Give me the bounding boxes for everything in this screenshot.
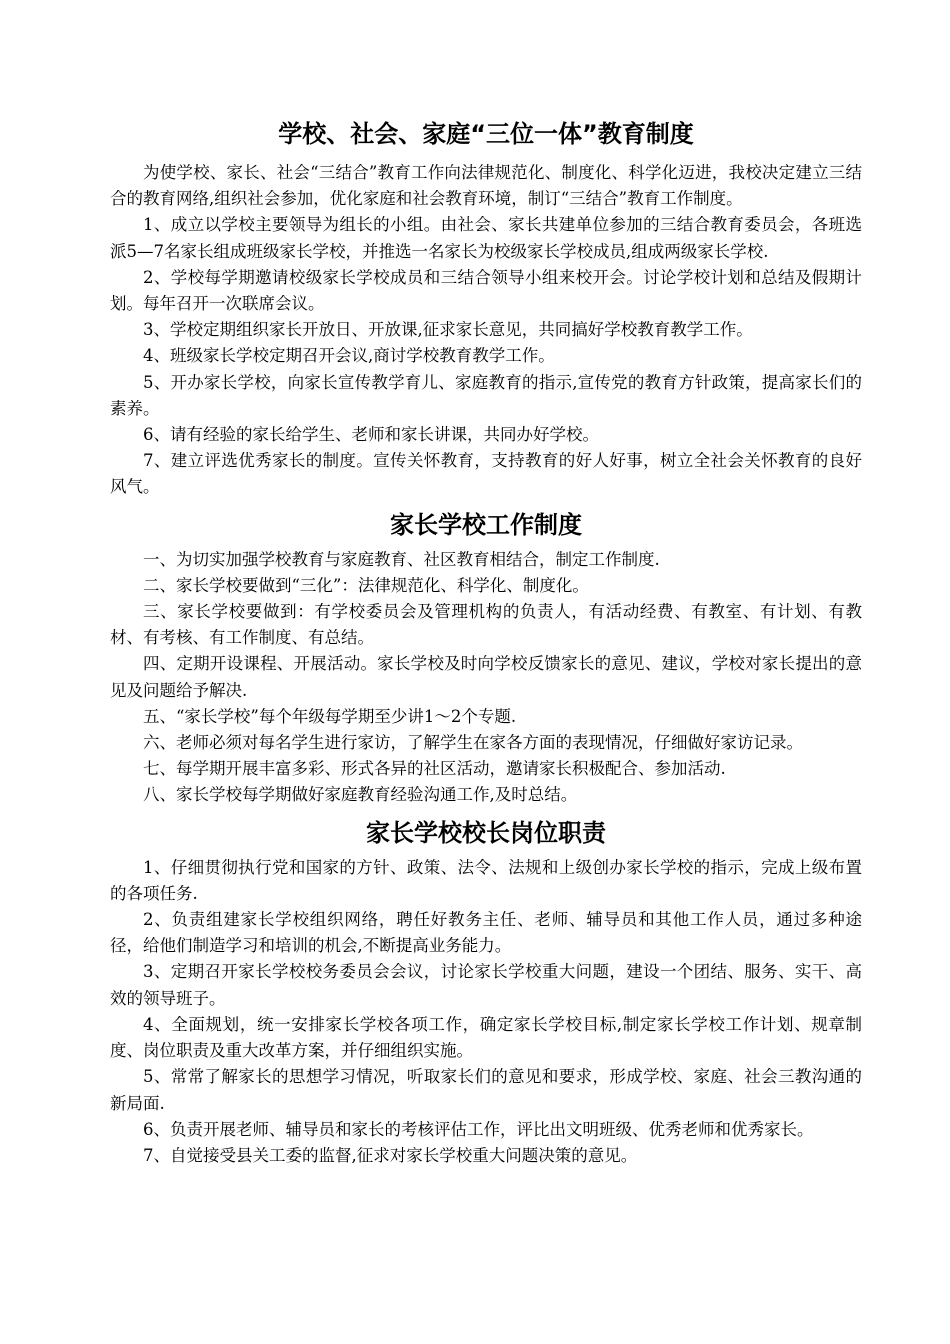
clause-paragraph: 7、建立评选优秀家长的制度。宣传关怀教育，支持教育的好人好事，树立全社会关怀教育的良好风气。: [110, 451, 862, 497]
intro-paragraph: 为使学校、家长、社会“三结合”教育工作向法律规范化、制度化、科学化迈进，我校决定建立三结合的教育网络,组织社会参加，优化家庭和社会教育环境，制订“三结合”教育工作制度。: [110, 163, 862, 209]
clause-paragraph: 3、学校定期组织家长开放日、开放课,征求家长意见，共同搞好学校教育教学工作。: [143, 320, 753, 340]
clause-paragraph: 三、家长学校要做到：有学校委员会及管理机构的负责人，有活动经费、有教室、有计划、有教材、有考核、有工作制度、有总结。: [110, 602, 862, 648]
clause-paragraph: 2、学校每学期邀请校级家长学校成员和三结合领导小组来校开会。讨论学校计划和总结及假期计划。每年召开一次联席会议。: [110, 267, 862, 314]
clause-paragraph: 二、家长学校要做到“三化”：法律规范化、科学化、制度化。: [143, 575, 589, 595]
clause-paragraph: 5、开办家长学校，向家长宣传教学育儿、家庭教育的指示,宣传党的教育方针政策，提高家长们的素养。: [110, 372, 862, 418]
clause-paragraph: 一、为切实加强学校教育与家庭教育、社区教育相结合，制定工作制度.: [143, 549, 660, 569]
clause-paragraph: 6、负责开展老师、辅导员和家长的考核评估工作，评比出文明班级、优秀老师和优秀家长。: [143, 1119, 814, 1139]
clause-paragraph: 1、成立以学校主要领导为组长的小组。由社会、家长共建单位参加的三结合教育委员会，各班选派5—7名家长组成班级家长学校，并推选一名家长为校级家长学校成员,组成两级家长学校.: [110, 215, 862, 261]
section-principal-duties: [110, 815, 862, 1169]
clause-paragraph: 5、常常了解家长的思想学习情况，听取家长们的意见和要求，形成学校、家庭、社会三教沟通的新局面.: [110, 1067, 862, 1113]
clause-paragraph: 八、家长学校每学期做好家庭教育经验沟通工作,及时总结。: [143, 785, 578, 805]
section-three-in-one-system: [110, 116, 862, 501]
clause-paragraph: 3、定期召开家长学校校务委员会会议，讨论家长学校重大问题，建设一个团结、服务、实干、高效的领导班子。: [110, 962, 862, 1008]
clause-paragraph: 2、负责组建家长学校组织网络，聘任好教务主任、老师、辅导员和其他工作人员，通过多种途径，给他们制造学习和培训的机会,不断提高业务能力。: [110, 910, 862, 956]
section-title: 家长学校工作制度: [390, 510, 582, 539]
clause-paragraph: 六、老师必须对每名学生进行家访，了解学生在家各方面的表现情况，仔细做好家访记录。: [143, 733, 803, 753]
clause-paragraph: 7、自觉接受县关工委的监督,征求对家长学校重大问题决策的意见。: [143, 1145, 638, 1165]
clause-paragraph: 五、“家长学校”每个年级每学期至少讲1～2个专题.: [143, 706, 517, 726]
clause-paragraph: 四、定期开设课程、开展活动。家长学校及时向学校反馈家长的意见、建议，学校对家长提出的意见及问题给予解决.: [110, 654, 862, 700]
section-parent-school-work-system: [110, 507, 862, 809]
clause-paragraph: 4、全面规划，统一安排家长学校各项工作，确定家长学校目标,制定家长学校工作计划、规章制度、岗位职责及重大改革方案，并仔细组织实施。: [110, 1014, 862, 1061]
section-title: 家长学校校长岗位职责: [366, 818, 606, 847]
clause-paragraph: 6、请有经验的家长给学生、老师和家长讲课，共同办好学校。: [143, 425, 599, 445]
section-title: 学校、社会、家庭“三位一体”教育制度: [278, 120, 694, 148]
clause-paragraph: 4、班级家长学校定期召开会议,商讨学校教育教学工作。: [143, 346, 555, 366]
document-body: [110, 116, 862, 1169]
clause-paragraph: 1、仔细贯彻执行党和国家的方针、政策、法令、法规和上级创办家长学校的指示，完成上级布置的各项任务.: [110, 857, 862, 903]
clause-paragraph: 七、每学期开展丰富多彩、形式各异的社区活动，邀请家长积极配合、参加活动.: [143, 759, 726, 779]
